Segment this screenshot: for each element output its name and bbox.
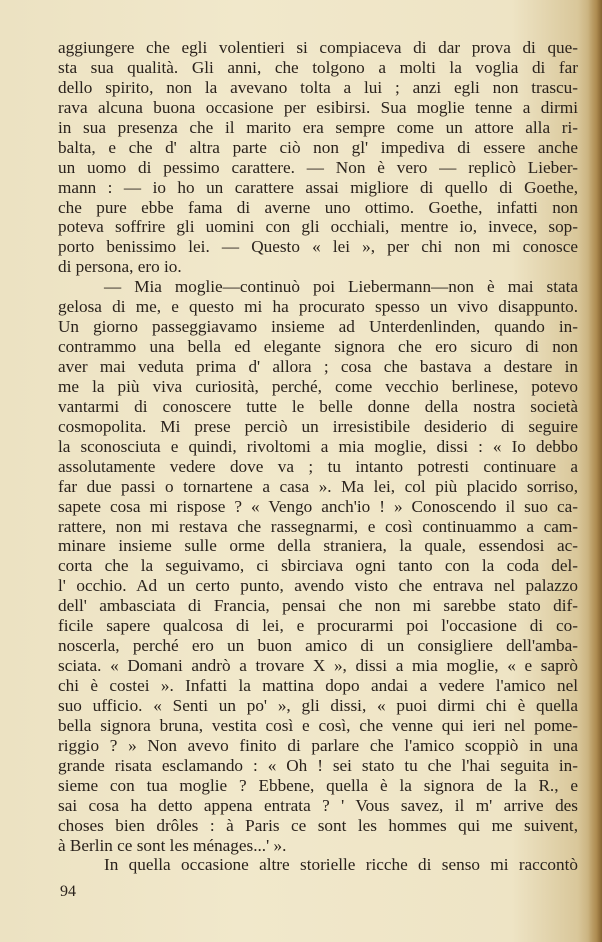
text-line: cosmopolita. Mi prese perciò un irresistibile desiderio di seguire xyxy=(58,416,578,436)
text-line: far due passi o tornartene a casa ». Ma lei, col più placido sorriso, xyxy=(58,476,578,496)
text-line: sai cosa ha detto appena entrata ? ' Vous savez, il m' arrive des xyxy=(58,795,578,815)
text-line: sciata. « Domani andrò a trovare X », dissi a mia moglie, « e saprò xyxy=(58,656,578,676)
text-line: sta sua qualità. Gli anni, che tolgono a molti la voglia di far xyxy=(58,57,578,77)
text-line: di persona, ero io. xyxy=(58,257,182,277)
text-line: me la più viva curiosità, perché, come vecchio berlinese, potevo xyxy=(58,376,578,396)
text-line: Un giorno passeggiavamo insieme ad Unterdenlinden, quando in- xyxy=(58,317,578,337)
text-line: ficile sapere qualcosa di lei, e procurarmi poi l'occasione di co- xyxy=(58,616,578,636)
text-line: poteva soffrire gli uomini con gli occhiali, mentre io, invece, sop- xyxy=(58,217,578,237)
text-line: corta che la seguivamo, ci sbirciava ogni tanto con la coda del- xyxy=(58,556,578,576)
text-line: minare insieme sulle orme della straniera, la quale, essendosi ac- xyxy=(58,536,578,556)
text-line: grande risata esclamando : « Oh ! sei stato tu che l'hai seguita in- xyxy=(58,755,578,775)
page-number: 94 xyxy=(60,883,76,900)
text-line: — Mia moglie—continuò poi Liebermann—non è mai stata xyxy=(104,277,578,297)
text-line: assolutamente vedere dove va ; tu intanto potresti continuare a xyxy=(58,456,578,476)
text-line: bella signora bruna, vestita così e così, che venne qui ieri nel pome- xyxy=(58,715,578,735)
text-line: la sconosciuta e quindi, rivoltomi a mia moglie, dissi : « Io debbo xyxy=(58,436,578,456)
text-line: porto benissimo lei. — Questo « lei », per chi non mi conosce xyxy=(58,237,578,257)
text-line: l' occhio. Ad un certo punto, avendo visto che entrava nel palazzo xyxy=(58,576,578,596)
text-line: à Berlin ce sont les ménages...' ». xyxy=(58,835,287,855)
text-line: un uomo di pessimo carattere. — Non è vero — replicò Lieber- xyxy=(58,157,578,177)
text-line: suo ufficio. « Senti un po' », gli dissi, « puoi dirmi chi è quella xyxy=(58,695,578,715)
text-line: mann : — io ho un carattere assai migliore di quello di Goethe, xyxy=(58,177,578,197)
text-line: noscerla, perché ero un buon amico di un consigliere dell'amba- xyxy=(58,636,578,656)
text-line: rattere, non mi restava che rassegnarmi, e così continuammo a cam- xyxy=(58,516,578,536)
page-edge-shadow xyxy=(588,0,602,942)
text-line: gelosa di me, e questo mi ha procurato spesso un vivo disappunto. xyxy=(58,297,578,317)
text-line: aver mai veduta prima d' allora ; cosa che bastava a destare in xyxy=(58,357,578,376)
text-line: sapete cosa mi rispose ? « Vengo anch'io ! » Conoscendo il suo ca- xyxy=(58,496,578,516)
text-line: aggiungere che egli volentieri si compiaceva di dar prova di que- xyxy=(58,38,578,57)
text-line: vantarmi di conoscere tutte le belle donne della nostra società xyxy=(58,396,578,416)
text-line: dell' ambasciata di Francia, pensai che non mi sarebbe stato dif- xyxy=(58,596,578,616)
text-line: In quella occasione altre storielle ricche di senso mi raccontò xyxy=(104,855,578,875)
text-line: balta, e che d' altra parte ciò non gl' impediva di essere anche xyxy=(58,137,578,157)
text-line: contrammo una bella ed elegante signora che ero sicuro di non xyxy=(58,337,578,357)
text-line: choses bien drôles : à Paris ce sont les hommes qui me suivent, xyxy=(58,815,578,835)
text-line: riggio ? » Non avevo finito di parlare che l'amico scoppiò in una xyxy=(58,735,578,755)
text-line: rava alcuna buona occasione per esibirsi. Sua moglie tenne a dirmi xyxy=(58,97,578,117)
text-line: sieme con tua moglie ? Ebbene, quella è la signora de la R., e xyxy=(58,775,578,795)
text-line: chi è costei ». Infatti la mattina dopo andai a vedere l'amico nel xyxy=(58,676,578,695)
text-line: in sua presenza che il marito era sempre come un attore alla ri- xyxy=(58,117,578,137)
text-line: che pure ebbe fama di averne uno ottimo. Goethe, infatti non xyxy=(58,197,578,217)
page-body-text xyxy=(58,38,578,875)
text-line: dello spirito, non la avevano tolta a lui ; anzi egli non trascu- xyxy=(58,77,578,97)
